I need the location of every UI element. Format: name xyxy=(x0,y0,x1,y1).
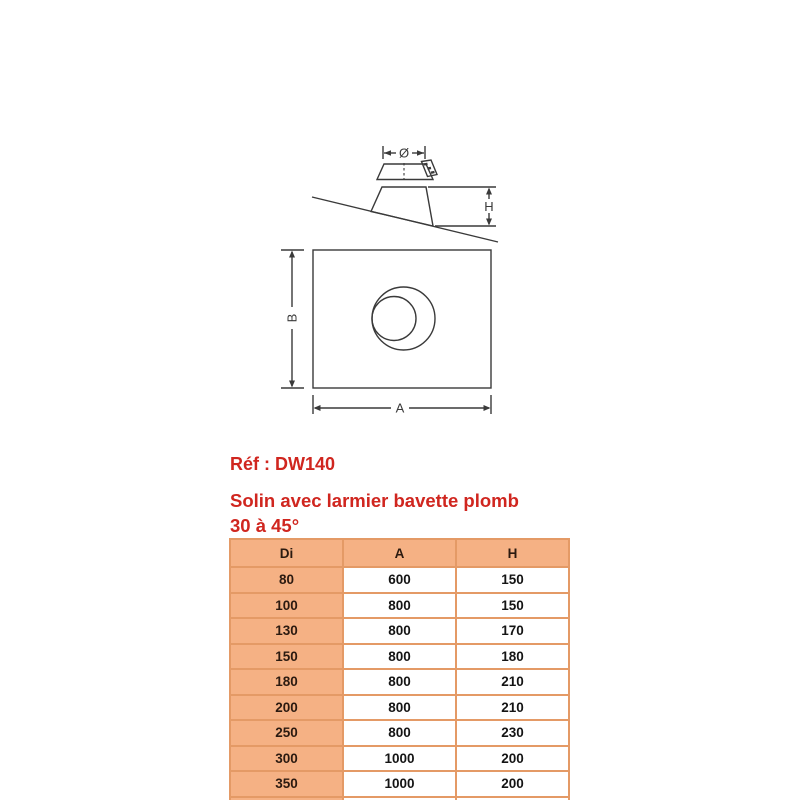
cell-a: 600 xyxy=(343,567,456,593)
header-h: H xyxy=(456,539,569,567)
product-title-line2: 30 à 45° xyxy=(230,515,300,536)
cell-di: 250 xyxy=(230,720,343,746)
cell-di: 80 xyxy=(230,567,343,593)
cell-h: 150 xyxy=(456,593,569,619)
cell-di: 300 xyxy=(230,746,343,772)
table-row-cutoff xyxy=(230,797,569,800)
table-row xyxy=(230,720,569,746)
cell-di xyxy=(230,797,343,800)
cell-h: 200 xyxy=(456,771,569,797)
cell-h: 230 xyxy=(456,720,569,746)
diameter-label: Ø xyxy=(398,145,410,161)
height-label: H xyxy=(484,199,494,214)
cell-a: 800 xyxy=(343,695,456,721)
cell-a: 800 xyxy=(343,593,456,619)
table-row xyxy=(230,746,569,772)
cell-h: 180 xyxy=(456,644,569,670)
cell-a: 800 xyxy=(343,618,456,644)
cell-a: 800 xyxy=(343,669,456,695)
table-row xyxy=(230,618,569,644)
cell-a: 1000 xyxy=(343,746,456,772)
table-row xyxy=(230,695,569,721)
header-di: Di xyxy=(230,539,343,567)
cell-di: 130 xyxy=(230,618,343,644)
table-row xyxy=(230,644,569,670)
table-row xyxy=(230,669,569,695)
cell-h: 200 xyxy=(456,746,569,772)
base-plate xyxy=(313,250,491,388)
dimensions-table xyxy=(229,538,570,800)
product-title xyxy=(230,488,519,538)
cell-di: 150 xyxy=(230,644,343,670)
cell-h: 210 xyxy=(456,669,569,695)
cell-h: 150 xyxy=(456,567,569,593)
flashing-cone xyxy=(371,187,433,226)
table-header-row xyxy=(230,539,569,567)
pipe-hole-outer xyxy=(372,287,435,350)
cell-h: 210 xyxy=(456,695,569,721)
cell-h xyxy=(456,797,569,800)
side-a-label: A xyxy=(395,400,405,416)
cell-di: 200 xyxy=(230,695,343,721)
pipe-hole-inner xyxy=(372,297,416,341)
cell-di: 180 xyxy=(230,669,343,695)
cell-a: 800 xyxy=(343,644,456,670)
roof-line xyxy=(312,197,498,242)
cell-a xyxy=(343,797,456,800)
side-b-label: B xyxy=(284,313,300,323)
table-row xyxy=(230,771,569,797)
product-reference: Réf : DW140 xyxy=(230,454,336,474)
cell-a: 800 xyxy=(343,720,456,746)
header-a: A xyxy=(343,539,456,567)
cell-di: 350 xyxy=(230,771,343,797)
table-row xyxy=(230,567,569,593)
collar-seam-detail xyxy=(422,160,438,177)
storm-collar xyxy=(377,160,437,180)
table-row xyxy=(230,593,569,619)
product-title-line1: Solin avec larmier bavette plomb xyxy=(230,490,519,511)
cell-h: 170 xyxy=(456,618,569,644)
cell-a: 1000 xyxy=(343,771,456,797)
cell-di: 100 xyxy=(230,593,343,619)
